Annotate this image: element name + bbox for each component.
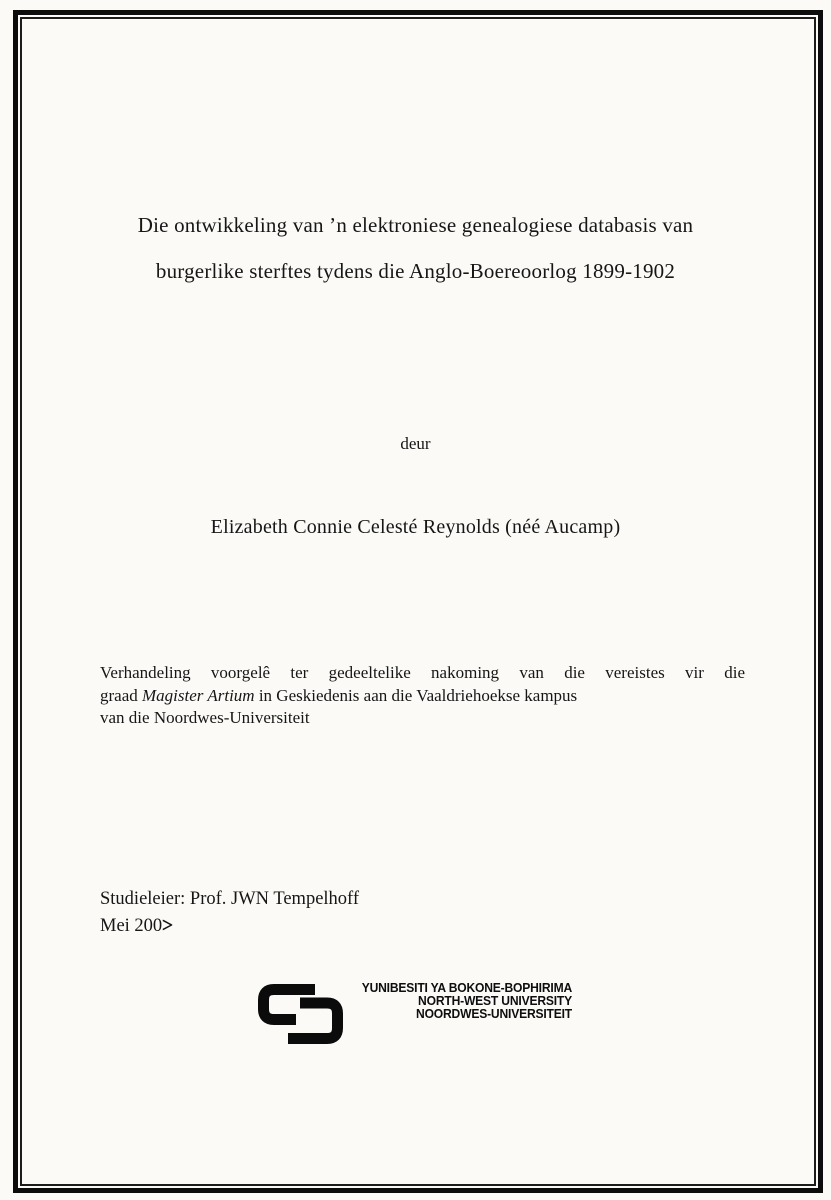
logo-line-english: NORTH-WEST UNIVERSITY	[418, 992, 572, 1008]
byline-label: deur	[400, 434, 431, 453]
date-prefix: Mei 200	[100, 916, 163, 936]
thesis-title	[60, 202, 771, 294]
degree-statement-line3: van die Noordwes-Universiteit	[100, 708, 310, 727]
degree-statement	[100, 662, 745, 730]
supervisor-block	[100, 886, 359, 940]
degree-name-italic: Magister Artium	[142, 685, 255, 705]
nwu-logo-text	[340, 982, 573, 1021]
thesis-title-line1: Die ontwikkeling van ’n elektroniese genealogiese databasis van	[137, 213, 694, 237]
date-line	[100, 913, 359, 940]
degree-statement-line1: Verhandeling voorgelê ter gedeeltelike nakoming van die vereistes vir die	[100, 663, 745, 682]
degree-statement-line2	[100, 685, 745, 708]
nwu-logo	[258, 982, 588, 1052]
author-name: Elizabeth Connie Celesté Reynolds (néé Aucamp)	[210, 516, 621, 538]
logo-line-afrikaans: NOORDWES-UNIVERSITEIT	[416, 1005, 572, 1021]
supervisor-line: Studieleier: Prof. JWN Tempelhoff	[100, 889, 360, 909]
nwu-chain-link-logo-icon	[258, 984, 346, 1048]
degree-statement-line2-pre: graad	[100, 685, 143, 705]
logo-line-setswana: YUNIBESITI YA BOKONE-BOPHIRIMA	[361, 980, 572, 995]
degree-statement-line2-post: in Geskiedenis aan die Vaaldriehoekse kampus	[254, 685, 578, 705]
thesis-title-line2: burgerlike sterftes tydens die Anglo-Boereoorlog 1899-1902	[155, 259, 676, 283]
date-handwritten-seven: >	[161, 915, 173, 938]
